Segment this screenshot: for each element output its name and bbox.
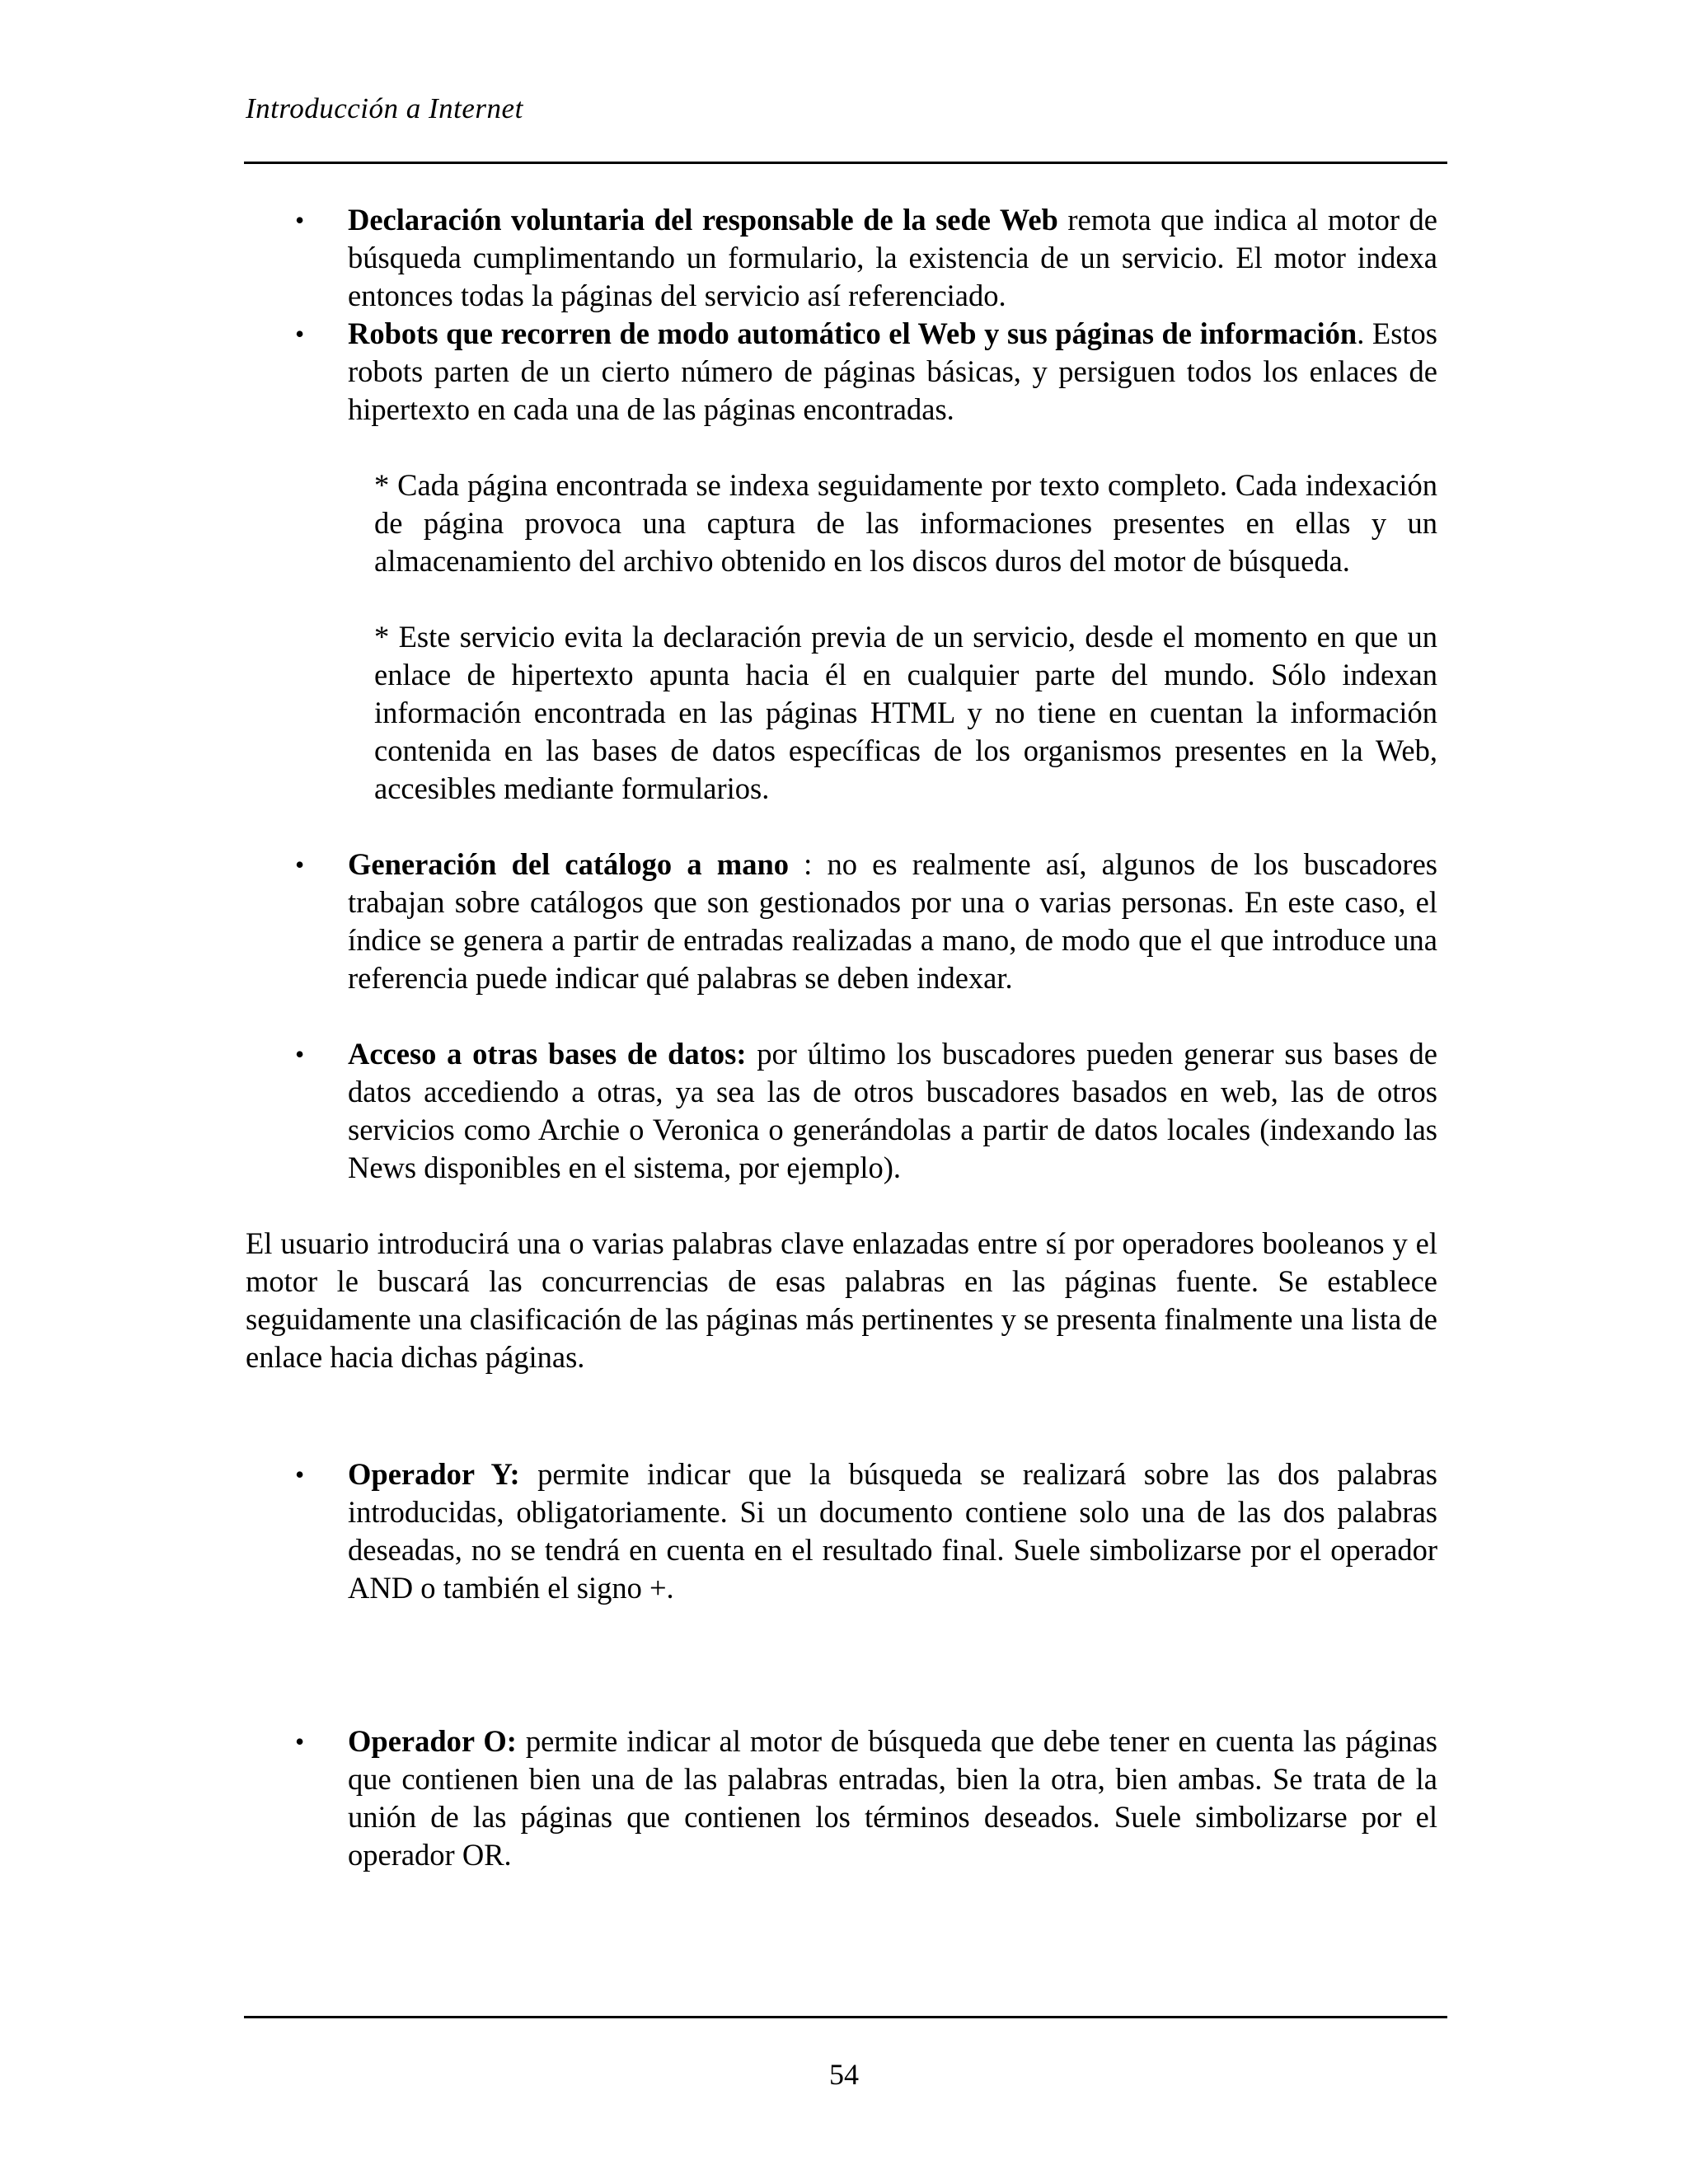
- bullet-text: permite indicar que la búsqueda se realizará sobre las dos palabras introducidas, obligatoriamente. Si un documento contiene solo una de las dos palabras deseadas, no se tendrá en cuenta en el resultado final. Suele simbolizarse por el operador AND o también el signo +.: [348, 1457, 1437, 1605]
- bullet-dot: •: [295, 1460, 305, 1489]
- bullet-text: . Estos robots parten de un cierto número de páginas básicas, y persiguen todos los enlaces de hipertexto en cada una de las páginas encontradas.: [348, 316, 1437, 426]
- sub-note-indexacion: * Cada página encontrada se indexa seguidamente por texto completo. Cada indexación de página provoca una captura de las informaciones presentes en ellas y un almacenamiento del archivo obtenido en los discos duros del motor de búsqueda.: [374, 468, 1437, 578]
- bullet-item-robots: [246, 315, 1447, 429]
- bullet-dot: •: [295, 1039, 305, 1069]
- bullet-item-declaracion: [246, 201, 1447, 315]
- sub-note-servicio: * Este servicio evita la declaración previa de un servicio, desde el momento en que un enlace de hipertexto apunta hacia él en cualquier parte del mundo. Sólo indexan información encontrada en las páginas HTML y no tiene en cuentan la información contenida en las bases de datos específicas de los organismos presentes en la Web, accesibles mediante formularios.: [374, 620, 1437, 805]
- header-rule: [244, 162, 1447, 164]
- bullet-lead: Robots que recorren de modo automático el Web y sus páginas de información: [348, 316, 1357, 350]
- bullet-item-operador-o: [246, 1722, 1447, 1874]
- bullet-lead: Operador Y:: [348, 1457, 520, 1491]
- bullet-dot: •: [295, 850, 305, 879]
- bullet-text: : no es realmente así, algunos de los buscadores trabajan sobre catálogos que son gestionados por una o varias personas. En este caso, el índice se genera a partir de entradas realizadas a mano, de modo que el que introduce una referencia puede indicar qué palabras se deben indexar.: [348, 847, 1437, 995]
- page-number: 54: [829, 2058, 859, 2091]
- bullet-text: remota que indica al motor de búsqueda cumplimentando un formulario, la existencia de un servicio. El motor indexa entonces todas la páginas del servicio así referenciado.: [348, 203, 1437, 312]
- bullet-lead: Declaración voluntaria del responsable de la sede Web: [348, 203, 1058, 237]
- bullet-item-operador-y: [246, 1455, 1447, 1607]
- bullet-lead: Generación del catálogo a mano: [348, 847, 789, 881]
- bullet-item-catalogo: [246, 846, 1447, 997]
- bullet-dot: •: [295, 1727, 305, 1756]
- bullet-dot: •: [295, 205, 305, 235]
- bullet-dot: •: [295, 319, 305, 349]
- bullet-lead: Acceso a otras bases de datos:: [348, 1037, 747, 1071]
- bullet-lead: Operador O:: [348, 1724, 517, 1758]
- bullet-text: por último los buscadores pueden generar sus bases de datos accediendo a otras, ya sea las de otros buscadores basados en web, las de otros servicios como Archie o Veronica o generándolas a partir de datos locales (indexando las News disponibles en el sistema, por ejemplo).: [348, 1037, 1437, 1184]
- body-paragraph: El usuario introducirá una o varias palabras clave enlazadas entre sí por operadores booleanos y el motor le buscará las concurrencias de esas palabras en las páginas fuente. Se establece seguidamente una clasificación de las páginas más pertinentes y se presenta finalmente una lista de enlace hacia dichas páginas.: [246, 1226, 1437, 1374]
- bullet-item-acceso: [246, 1035, 1447, 1187]
- bullet-text: permite indicar al motor de búsqueda que debe tener en cuenta las páginas que contienen bien una de las palabras entradas, bien la otra, bien ambas. Se trata de la unión de las páginas que contienen los términos deseados. Suele simbolizarse por el operador OR.: [348, 1724, 1437, 1872]
- page-header-title: Introducción a Internet: [246, 92, 523, 124]
- page-body: [246, 201, 1447, 1874]
- footer-rule: [244, 2016, 1447, 2018]
